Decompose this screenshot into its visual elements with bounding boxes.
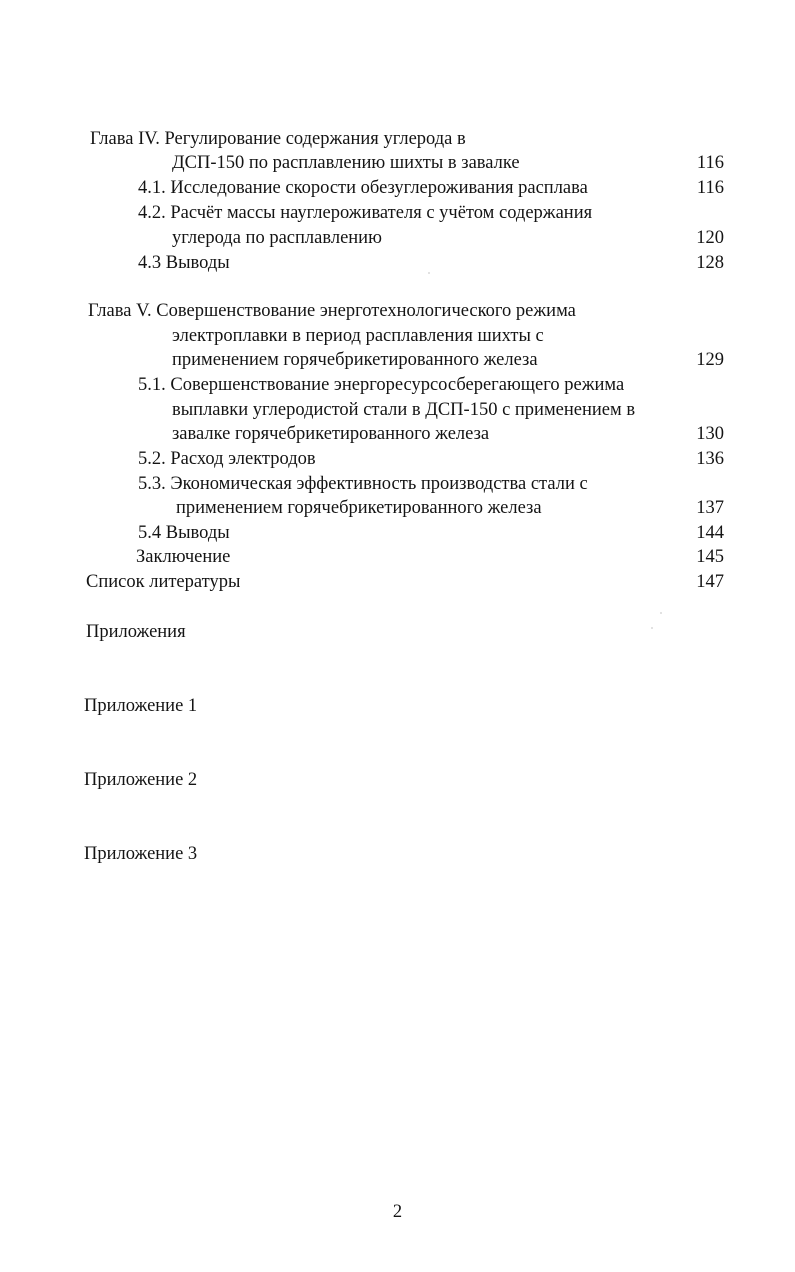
ch4-title-line2: ДСП-150 по расплавлению шихты в завалке bbox=[172, 153, 520, 173]
ch4-title-line1: Глава IV. Регулирование содержания углерода в bbox=[90, 129, 466, 149]
ch5-page: 129 bbox=[696, 350, 724, 370]
ch5-title-line3: применением горячебрикетированного железа bbox=[172, 350, 538, 370]
ch4-s2-page: 120 bbox=[696, 228, 724, 248]
ch5-s1-text-line3: завалке горячебрикетированного железа bbox=[172, 424, 490, 444]
ch5-s2-text: 5.2. Расход электродов bbox=[138, 449, 316, 469]
ch5-title-line1: Глава V. Совершенствование энерготехнологического режима bbox=[88, 301, 576, 321]
ch4-s2-text-line2: углерода по расплавлению bbox=[172, 228, 382, 248]
ch5-s2-page: 136 bbox=[696, 449, 724, 469]
scan-speck bbox=[651, 627, 653, 629]
appendix-3: Приложение 3 bbox=[84, 844, 198, 864]
references-page: 147 bbox=[696, 572, 724, 592]
ch4-s1-page: 116 bbox=[696, 178, 724, 198]
page-number: 2 bbox=[392, 1202, 403, 1222]
appendix-1: Приложение 1 bbox=[84, 696, 198, 716]
ch5-s1-text-line1: 5.1. Совершенствование энергоресурсосберегающего режима bbox=[138, 375, 625, 395]
ch5-s3-text-line1: 5.3. Экономическая эффективность производства стали с bbox=[138, 474, 588, 494]
conclusion-page: 145 bbox=[696, 547, 724, 567]
references-text: Список литературы bbox=[86, 572, 241, 592]
scan-speck bbox=[660, 612, 662, 614]
ch5-s3-page: 137 bbox=[696, 498, 724, 518]
ch5-title-line2: электроплавки в период расплавления шихты с bbox=[172, 326, 544, 346]
ch4-s2-text-line1: 4.2. Расчёт массы науглероживателя с учётом содержания bbox=[138, 203, 593, 223]
ch5-s4-page: 144 bbox=[696, 523, 724, 543]
ch5-s1-text-line2: выплавки углеродистой стали в ДСП-150 с применением в bbox=[172, 400, 636, 420]
appendices-heading: Приложения bbox=[86, 622, 186, 642]
conclusion-text: Заключение bbox=[136, 547, 231, 567]
ch4-page: 116 bbox=[696, 153, 724, 173]
appendix-2: Приложение 2 bbox=[84, 770, 198, 790]
ch4-s3-page: 128 bbox=[696, 253, 724, 273]
ch5-s4-text: 5.4 Выводы bbox=[138, 523, 230, 543]
scan-speck bbox=[428, 272, 430, 274]
ch4-s3-text: 4.3 Выводы bbox=[138, 253, 230, 273]
ch5-s3-text-line2: применением горячебрикетированного железа bbox=[176, 498, 542, 518]
ch5-s1-page: 130 bbox=[696, 424, 724, 444]
ch4-s1-text: 4.1. Исследование скорости обезуглероживания расплава bbox=[138, 178, 588, 198]
